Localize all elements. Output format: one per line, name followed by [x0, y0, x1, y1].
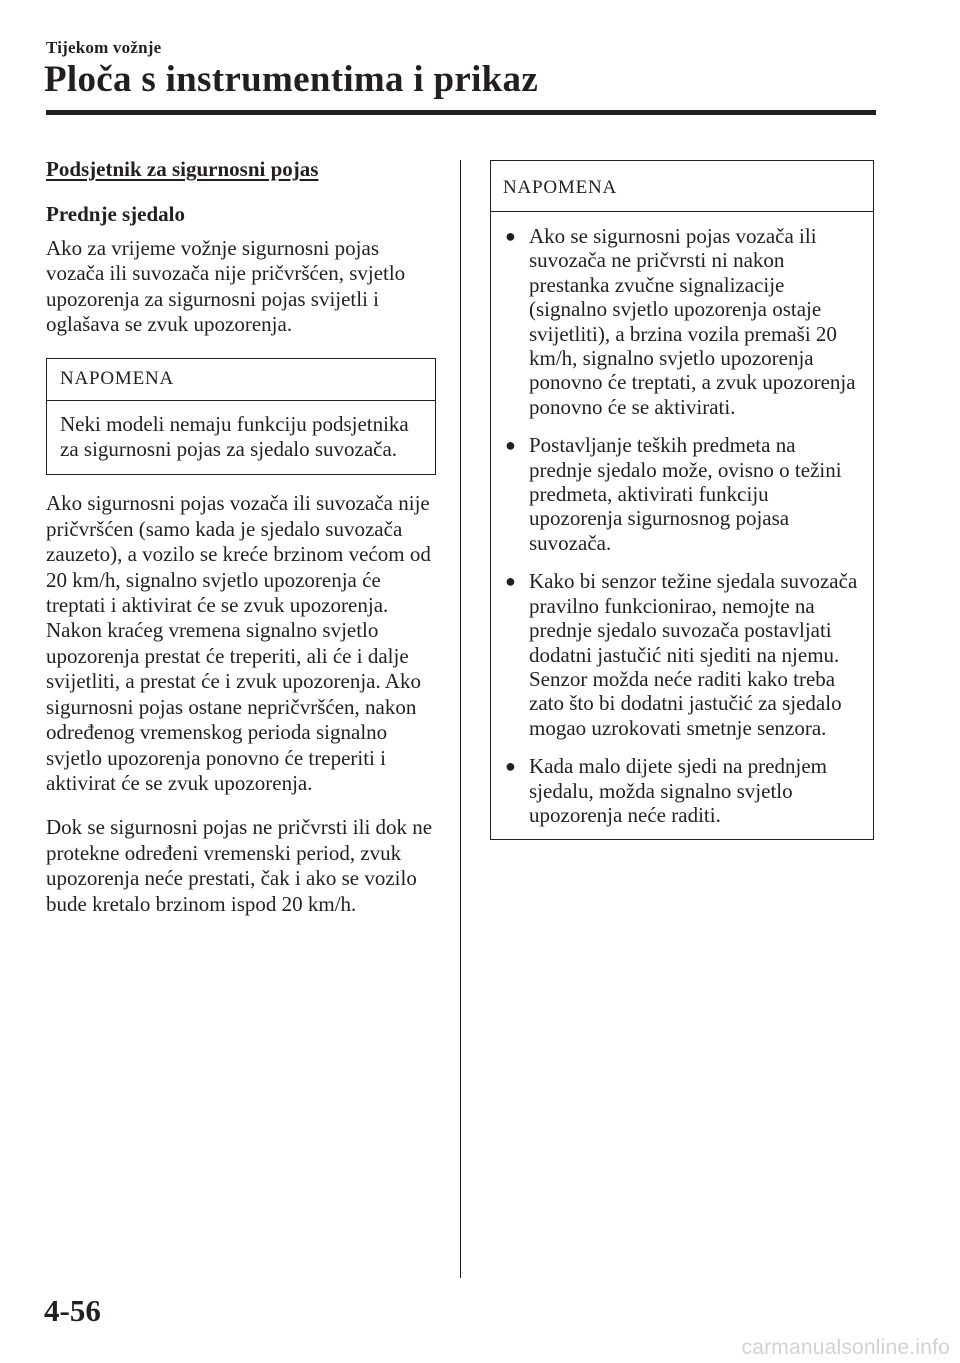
- bullet-icon: ●: [505, 756, 516, 777]
- note-item: [503, 754, 859, 827]
- column-divider: [460, 160, 461, 1278]
- left-column: [46, 156, 436, 917]
- note-item-text: Kada malo dijete sjedi na prednjem sjedalu, možda signalno svjetlo upozorenja neće raditi.: [529, 754, 827, 827]
- body-paragraph: Dok se sigurnosni pojas ne pričvrsti ili dok ne protekne određeni vremenski period, zvuk upozorenja neće prestati, čak i ako se vozilo bude kretalo brzinom ispod 20 km/h.: [46, 815, 433, 916]
- bullet-icon: ●: [505, 226, 516, 246]
- note-item-text: Ako se sigurnosni pojas vozača ili suvozača ne pričvrsti ni nakon prestanka zvučne signalizacije (signalno svjetlo upozorenja ostaje svijetliti), a brzina vozila premaši 20 km/h, signalno svjetlo upozorenja ponovno će treptati, a zvuk upozorenja ponovno će se aktivirati.: [529, 224, 856, 419]
- note-box: [46, 358, 436, 476]
- note-item: [503, 224, 859, 419]
- note-header: NAPOMENA: [47, 359, 435, 401]
- note-body: Neki modeli nemaju funkciju podsjetnika za sigurnosni pojas za sjedalo suvozača.: [60, 411, 409, 462]
- note-item-text: Kako bi senzor težine sjedala suvozača pravilno funkcionirao, nemojte na prednje sjedalo suvozača postavljati dodatni jastučić niti sjediti na njemu. Senzor možda neće raditi kako treba zato što bi dodatni jastučić za sjedalo mogao uzrokovati smetnje senzora.: [529, 569, 858, 740]
- note-item: [503, 569, 859, 740]
- note-header: NAPOMENA: [491, 161, 873, 212]
- subheading: Prednje sjedalo: [46, 202, 186, 226]
- note-item-text: Postavljanje teških predmeta na prednje sjedalo može, ovisno o težini predmeta, aktivirati funkciju upozorenja sigurnosnog pojasa suvozača.: [529, 433, 842, 555]
- note-list: [491, 212, 873, 839]
- topic-heading: Podsjetnik za sigurnosni pojas: [46, 157, 319, 181]
- intro-paragraph: Ako za vrijeme vožnje sigurnosni pojas vozača ili suvozača nije pričvršćen, svjetlo upozorenja za sigurnosni pojas svijetli i oglašava se zvuk upozorenja.: [46, 236, 406, 337]
- note-box: [490, 160, 874, 840]
- watermark[interactable]: carmanualsonline.info: [741, 1336, 950, 1359]
- header-rule: [46, 110, 876, 115]
- section-label: Tijekom vožnje: [46, 38, 162, 57]
- note-item: [503, 433, 859, 555]
- right-column: [490, 160, 874, 840]
- page-number: 4-56: [44, 1293, 101, 1328]
- body-paragraph: Ako sigurnosni pojas vozača ili suvozača nije pričvršćen (samo kada je sjedalo suvozača zauzeto), a vozilo se kreće brzinom većom od 20 km/h, signalno svjetlo upozorenja će treptati i aktivirat će se zvuk upozorenja. Nakon kraćeg vremena signalno svjetlo upozorenja prestat će treperiti, ali će i dalje svijetliti, a prestat će i zvuk upozorenja. Ako sigurnosni pojas ostane nepričvršćen, nakon određenog vremenskog perioda signalno svjetlo upozorenja ponovno će treperiti i aktivirat će se zvuk upozorenja.: [46, 491, 431, 795]
- bullet-icon: ●: [505, 571, 516, 592]
- chapter-title: Ploča s instrumentima i prikaz: [44, 59, 539, 100]
- bullet-icon: ●: [505, 435, 516, 456]
